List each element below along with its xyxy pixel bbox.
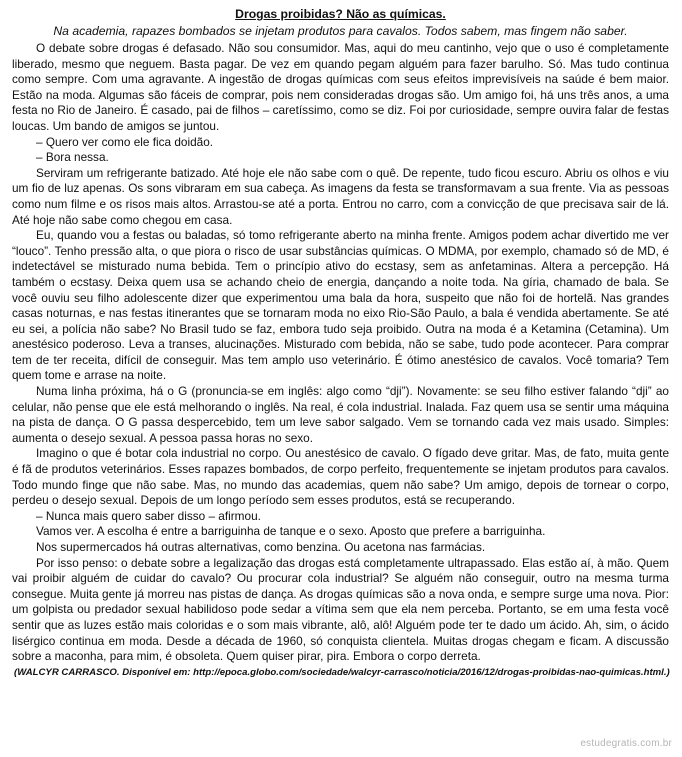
article <box>12 6 669 679</box>
paragraph: O debate sobre drogas é defasado. Não sou consumidor. Mas, aqui do meu cantinho, vejo que o uso é completamente liberado, mesmo que neguem. Basta pagar. De vez em quando pegam alguém para fazer barulho. Só. Mas tudo continua como sempre. Com uma agravante. A ingestão de drogas químicas com seus efeitos imprevisíveis na saúde é bem maior. Estão na moda. Algumas são fáceis de comprar, pois nem consideradas drogas são. Um amigo foi, há uns três anos, a uma festa no Rio de Janeiro. É casado, pai de filhos – caretíssimo, como se diz. Foi por curiosidade, sempre ouvira falar de festas loucas. Um bando de amigos se juntou. <box>12 41 669 133</box>
paragraph: Serviram um refrigerante batizado. Até hoje ele não sabe com o quê. De repente, tudo ficou escuro. Abriu os olhos e viu um fio de luz apenas. Os sons vibraram em sua cabeça. As imagens da festa se transformavam a sua frente. Via as pessoas como num filme e os risos mais altos. Arrastou-se até a porta. Entrou no carro, com a convicção de que precisava sair de lá. Até hoje não sabe como chegou em casa. <box>12 165 669 227</box>
dialog-line: – Bora nessa. <box>36 150 109 165</box>
paragraph: Numa linha próxima, há o G (pronuncia-se em inglês: algo como “dji”). Novamente: se seu filho estiver falando “dji” ao celular, não pense que ele está melhorando o inglês. Na real, é cola industrial. Inalada. Faz quem usa se sentir uma máquina na pista de dança. O G passa despercebido, tem um leve sabor salgado. Vem se tornando cada vez mais usado. Simples: aumenta o desejo sexual. A pessoa passa horas no sexo. <box>12 384 669 445</box>
paragraph: Eu, quando vou a festas ou baladas, só tomo refrigerante aberto na minha frente. Amigos podem achar divertido me ver “louco”. Tenho pressão alta, o que piora o risco de usar substâncias químicas. O MDMA, por exemplo, chamado só de MD, é indetectável se misturado numa bebida. Tem o princípio ativo do ecstasy, sem as anfetaminas. Altera a percepção. Há também o ecstasy. Deixa quem usa se achando cheio de energia, dançando a noite toda. Na gíria, chamado de bala. Se você ouviu seu filho adolescente dizer que experimentou uma bala da hora, suspeito que não foi de hortelã. Nas grandes casas noturnas, e nas festas itinerantes que se tornaram moda no eixo Rio-São Paulo, a bala é vendida abertamente. Se até eu sei, a polícia não sabe? No Brasil tudo se faz, embora tudo seja proibido. Outra na moda é a Ketamina (Cetamina). Um anestésico poderoso. Leva a transes, alucinações. Misturado com bebida, não se sabe, tudo pode acontecer. Para comprar tem de ter receita, difícil de conseguir. Mas tem amplo uso veterinário. É ótimo anestésico de cavalos. Você tomaria? Tem quem tome e arrase na noite. <box>12 228 669 383</box>
article-title: Drogas proibidas? Não as químicas. <box>235 7 446 21</box>
source-citation: (WALCYR CARRASCO. Disponível em: http://epoca.globo.com/sociedade/walcyr-carrasco/noticia/2016/12/drogas-proibidas-nao-quimicas.html.) <box>14 666 670 678</box>
article-subtitle: Na academia, rapazes bombados se injetam produtos para cavalos. Todos sabem, mas fingem não saber. <box>53 24 628 38</box>
dialog-line: – Nunca mais quero saber disso – afirmou. <box>36 508 261 523</box>
dialog-line: – Quero ver como ele fica doidão. <box>36 134 214 149</box>
watermark: estudegratis.com.br <box>580 738 672 749</box>
paragraph: Nos supermercados há outras alternativas, como benzina. Ou acetona nas farmácias. <box>36 540 486 554</box>
paragraph: Imagino o que é botar cola industrial no corpo. Ou anestésico de cavalo. O fígado deve gritar. Mas, de fato, muita gente é fã de produtos veterinários. Esses rapazes bombados, de corpo perfeito, frequentemente se injetam produtos para cavalos. Todo mundo finge que não sabe. Mas, no mundo das academias, quem não sabe? Um amigo, depois de tornear o corpo, perdeu o desejo sexual. Depois de um longo período sem esses produtos, está se recuperando. <box>12 446 669 508</box>
paragraph: Vamos ver. A escolha é entre a barriguinha de tanque e o sexo. Aposto que prefere a barriguinha. <box>36 524 546 539</box>
paragraph: Por isso penso: o debate sobre a legalização das drogas está completamente ultrapassado. Elas estão aí, à mão. Quem vai proibir alguém de cuidar do cavalo? Ou procurar cola industrial? Se alguém não conseguir, outro na mesma turma consegue. Muita gente já morreu nas pistas de dança. As drogas químicas são a nova onda, e sempre surge uma nova. Pior: um golpista ou predador sexual habilidoso pode sedar a vítima sem que ela nem perceba. Portanto, se em uma festa você sentir que as luzes estão mais coloridas e o som mais vibrante, alô, alô! Alguém pode ter te dado um ácido. Ah, sim, o ácido lisérgico continua em moda. Desde a década de 1960, só conquista clientela. Muitas drogas chegam e ficam. A discussão sobre a maconha, para mim, é obsoleta. Quem quiser pirar, pira. Embora o corpo derreta. <box>12 555 669 664</box>
article-body <box>12 41 669 665</box>
